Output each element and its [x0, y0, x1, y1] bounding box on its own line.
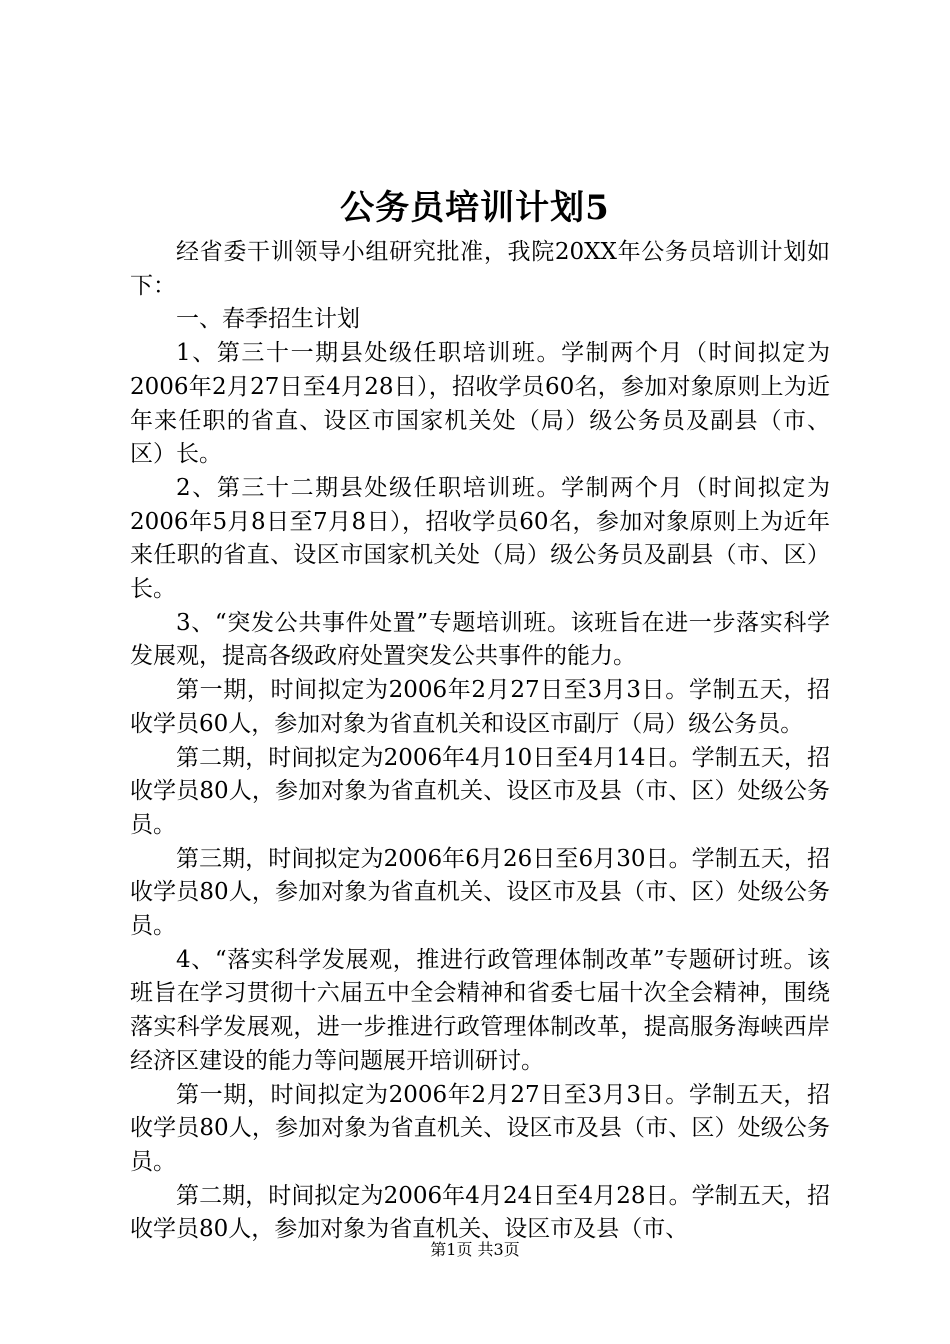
paragraph-intro: 经省委干训领导小组研究批准，我院20XX年公务员培训计划如下：	[130, 239, 830, 299]
paragraph-item-2: 2、第三十二期县处级任职培训班。学制两个月（时间拟定为2006年5月8日至7月8日），招收学员60名，参加对象原则上为近年来任职的省直、设区市国家机关处（局）级公务员及副县（市、区）长。	[130, 474, 830, 603]
paragraph-section-heading: 一、春季招生计划	[176, 306, 360, 333]
document-title: 公务员培训计划5	[340, 188, 610, 228]
page-number: 第1页 共3页	[430, 1240, 520, 1259]
document-body	[130, 236, 830, 1247]
paragraph-item-4-session-1: 第一期，时间拟定为2006年2月27日至3月3日。学制五天，招收学员80人，参加对象为省直机关、设区市及县（市、区）处级公务员。	[130, 1081, 830, 1175]
paragraph-item-3-session-3: 第三期，时间拟定为2006年6月26日至6月30日。学制五天，招收学员80人，参加对象为省直机关、设区市及县（市、区）处级公务员。	[130, 845, 830, 940]
paragraph-item-3-session-2: 第二期，时间拟定为2006年4月10日至4月14日。学制五天，招收学员80人，参加对象为省直机关、设区市及县（市、区）处级公务员。	[130, 744, 830, 838]
paragraph-item-4: 4、“落实科学发展观，推进行政管理体制改革”专题研讨班。该班旨在学习贯彻十六届五中全会精神和省委七届十次全会精神，围绕落实科学发展观，进一步推进行政管理体制改革，提高服务海峡西岸经济区建设的能力等问题展开培训研讨。	[130, 946, 830, 1074]
paragraph-item-3: 3、“突发公共事件处置”专题培训班。该班旨在进一步落实科学发展观，提高各级政府处置突发公共事件的能力。	[130, 609, 830, 670]
paragraph-item-1: 1、第三十一期县处级任职培训班。学制两个月（时间拟定为2006年2月27日至4月28日），招收学员60名，参加对象原则上为近年来任职的省直、设区市国家机关处（局）级公务员及副县（市、区）长。	[130, 340, 830, 468]
paragraph-item-3-session-1: 第一期，时间拟定为2006年2月27日至3月3日。学制五天，招收学员60人，参加对象为省直机关和设区市副厅（局）级公务员。	[130, 677, 830, 737]
paragraph-item-4-session-2: 第二期，时间拟定为2006年4月24日至4月28日。学制五天，招收学员80人，参加对象为省直机关、设区市及县（市、	[130, 1182, 830, 1243]
